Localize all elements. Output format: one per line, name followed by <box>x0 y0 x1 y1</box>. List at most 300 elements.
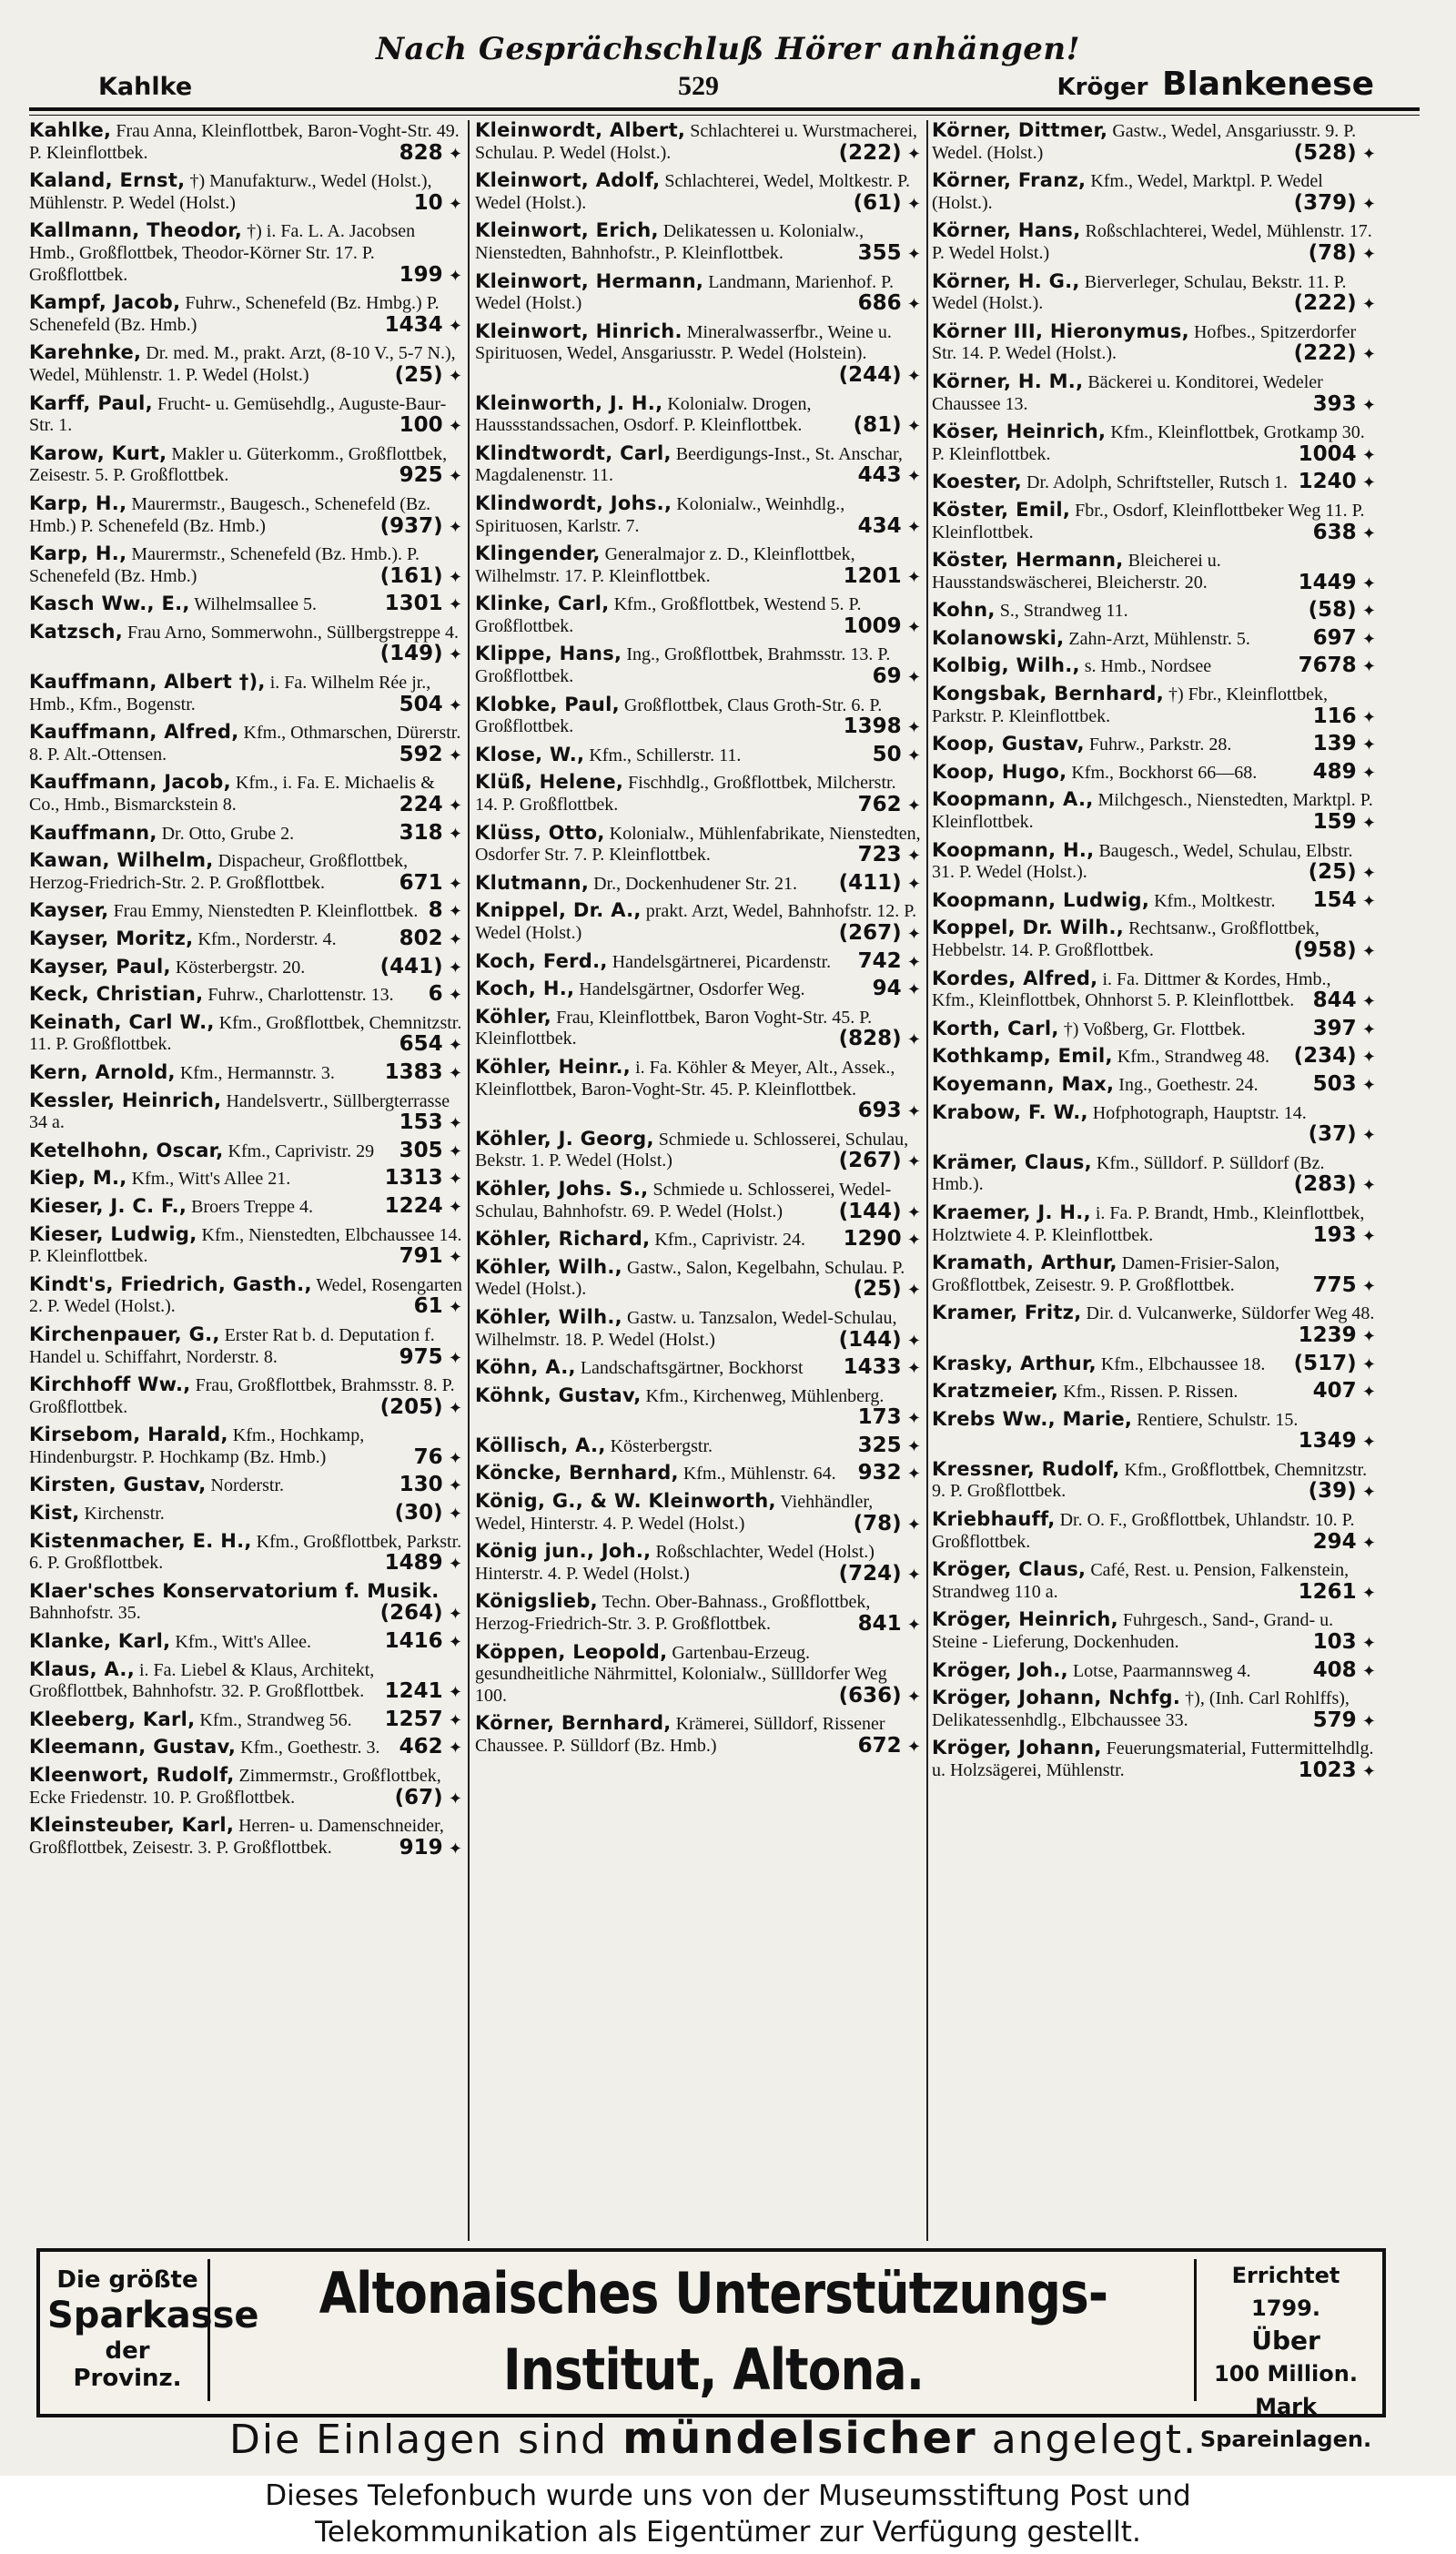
entry-name: Kayser, <box>29 899 109 922</box>
entry-name: Köster, Emil, <box>932 498 1071 521</box>
directory-entry <box>475 823 921 867</box>
entry-name: Kramath, Arthur, <box>932 1252 1117 1274</box>
entry-name: König, G., & W. Kleinworth, <box>475 1490 776 1513</box>
entry-name: Kayser, Paul, <box>29 955 171 978</box>
directory-entry <box>932 170 1376 215</box>
entry-phone-number: 1398 ✦ <box>836 716 921 739</box>
directory-entry <box>29 850 462 895</box>
ad-institution-name: Altonaisches Unterstützungs-Institut, Altona. <box>318 2260 1108 2403</box>
entry-phone-number: 489 ✦ <box>1306 762 1376 785</box>
entry-phone-number: 7678 ✦ <box>1291 655 1376 678</box>
entry-name: Kressner, Rudolf, <box>932 1457 1120 1480</box>
entry-name: Koch, Ferd., <box>475 949 608 972</box>
entry-phone-number: 397 ✦ <box>1306 1019 1376 1041</box>
entry-phone-number: (267) ✦ <box>832 923 921 946</box>
entry-name: Kauffmann, <box>29 821 157 844</box>
entry-name: Köhler, Heinr., <box>475 1055 632 1078</box>
entry-details: Kfm., Kirchenweg, Mühlenberg. <box>645 1385 885 1406</box>
entry-name: Keinath, Carl W., <box>29 1010 215 1033</box>
entry-name: Kleinsteuber, Karl, <box>29 1814 235 1837</box>
entry-phone-number: 1301 ✦ <box>378 593 462 616</box>
directory-entry <box>475 978 921 1001</box>
entry-name: Kayser, Moritz, <box>29 927 194 949</box>
directory-entry <box>29 120 462 165</box>
entry-details: Kfm., Mühlenstr. 64. <box>682 1464 836 1485</box>
entry-phone-number: 294 ✦ <box>1306 1532 1376 1555</box>
entry-phone-number: (222) ✦ <box>832 143 921 166</box>
directory-entry <box>932 1046 1376 1069</box>
directory-entry <box>932 1102 1376 1147</box>
entry-phone-number: 8 ✦ <box>421 900 462 923</box>
entry-name: Kleeberg, Karl, <box>29 1708 196 1730</box>
entry-phone-number: 1004 ✦ <box>1291 444 1376 467</box>
directory-entry <box>475 543 921 588</box>
entry-details: Damen-Frisier-Salon, Großflottbek, Zeisestr. 9. P. Großflottbek. <box>932 1253 1280 1295</box>
entry-details: Schlachterei, Wedel, Moltkestr. P. Wedel (Holst.). <box>475 171 910 213</box>
entry-details: Herren- u. Damenschneider, Großflottbek, Zeisestr. 3. P. Großflottbek. <box>29 1816 444 1858</box>
entry-details: Kfm., Großflottbek, Chemnitzstr. 11. P. Großflottbek. <box>29 1012 462 1055</box>
entry-name: Körner, H. G., <box>932 269 1080 292</box>
entry-phone-number: 671 ✦ <box>392 873 462 896</box>
header-rule-thin <box>29 115 1420 116</box>
entry-phone-number: 393 ✦ <box>1306 394 1376 417</box>
entry-phone-number: 407 ✦ <box>1306 1381 1376 1404</box>
entry-phone-number: 94 ✦ <box>865 978 921 1001</box>
entry-details: Ing., Großflottbek, Brahmsstr. 13. P. Großflottbek. <box>475 644 891 687</box>
directory-entry <box>932 1381 1376 1404</box>
entry-details: Kfm., Hochkamp, Hindenburgstr. P. Hochkamp (Bz. Hmb.) <box>29 1425 365 1467</box>
entry-name: Kröger, Joh., <box>932 1658 1068 1681</box>
directory-entry <box>932 1202 1376 1247</box>
entry-details: Rentiere, Schulstr. 15. <box>1137 1409 1299 1430</box>
entry-name: Karow, Kurt, <box>29 441 167 464</box>
entry-name: Koopmann, A., <box>932 788 1094 811</box>
entry-name: Köser, Heinrich, <box>932 421 1107 443</box>
ad-slogan <box>213 2408 1214 2470</box>
directory-entry <box>29 220 462 287</box>
entry-details: Dr. med. M., prakt. Arzt, (8-10 V., 5-7 N.), Wedel, Mühlenstr. 1. P. Wedel (Holst.) <box>29 343 456 385</box>
entry-details: Handelsgärtner, Osdorfer Weg. <box>579 979 805 1000</box>
directory-entry <box>475 1642 921 1708</box>
ad-left-line: Die größte <box>56 2266 198 2294</box>
entry-name: Karp, H., <box>29 542 127 565</box>
directory-entry <box>475 1057 921 1123</box>
entry-name: Köster, Hermann, <box>932 549 1124 572</box>
directory-column-2 <box>475 120 921 2241</box>
directory-entry <box>475 443 921 488</box>
entry-phone-number: (267) ✦ <box>832 1150 921 1173</box>
entry-name: Kist, <box>29 1502 80 1525</box>
directory-entry <box>932 840 1376 885</box>
entry-name: Kiep, M., <box>29 1167 127 1190</box>
ad-slogan-part: angelegt. <box>991 2417 1198 2463</box>
entry-details: Kösterbergstr. 20. <box>175 957 306 978</box>
entry-phone-number: 325 ✦ <box>851 1435 921 1458</box>
entry-phone-number: (528) ✦ <box>1287 143 1376 166</box>
entry-phone-number: (37) ✦ <box>1301 1124 1376 1147</box>
header-rule <box>29 107 1420 111</box>
entry-details: Frau, Großflottbek, Brahmsstr. 8. P. Großflottbek. <box>29 1375 455 1417</box>
entry-details: Kfm., Schillerstr. 11. <box>589 745 742 765</box>
entry-phone-number: 504 ✦ <box>392 694 462 717</box>
directory-entry <box>475 1463 921 1485</box>
entry-name: Knippel, Dr. A., <box>475 899 642 922</box>
directory-entry <box>932 1459 1376 1504</box>
directory-entry <box>475 1385 921 1430</box>
entry-phone-number: 697 ✦ <box>1306 628 1376 651</box>
entry-phone-number: 592 ✦ <box>392 745 462 767</box>
entry-details: Dr. O. F., Großflottbek, Uhlandstr. 10. P. Großflottbek. <box>932 1510 1355 1552</box>
directory-entry <box>475 493 921 538</box>
entry-details: Kfm., Goethestr. 3. <box>240 1738 380 1758</box>
entry-phone-number: (39) ✦ <box>1301 1481 1376 1504</box>
directory-entry <box>29 1059 462 1085</box>
directory-entry <box>29 170 462 215</box>
entry-phone-number: 130 ✦ <box>392 1475 462 1497</box>
entry-details: Kfm., Hermannstr. 3. <box>179 1062 335 1083</box>
directory-entry <box>29 984 462 1007</box>
directory-entry <box>29 1581 462 1626</box>
entry-details: †), (Inh. Carl Rohlffs), Delikatessenhdlg., Elbchaussee 33. <box>932 1688 1350 1730</box>
entry-name: Kröger, Heinrich, <box>932 1608 1118 1631</box>
directory-entry <box>932 789 1376 834</box>
directory-entry <box>29 622 462 666</box>
directory-entry <box>932 887 1376 913</box>
entry-details: Maurermstr., Baugesch., Schenefeld (Bz. Hmb.) P. Schenefeld (Bz. Hmb.) <box>29 493 431 536</box>
entry-name: Körner, H. M., <box>932 370 1084 392</box>
entry-details: Kfm., Großflottbek, Parkstr. 6. P. Großflottbek. <box>29 1531 462 1574</box>
entry-details: Kolonialw., Weinhdlg., Spirituosen, Karlstr. 7. <box>475 493 845 536</box>
directory-entry <box>29 1012 462 1057</box>
directory-entry <box>475 1007 921 1051</box>
entry-details: Viehhändler, Wedel, Hinterstr. 4. P. Wedel (Holst.) <box>475 1492 874 1534</box>
entry-details: Café, Rest. u. Pension, Falkenstein, Strandweg 110 a. <box>932 1560 1350 1602</box>
directory-entry <box>932 600 1376 623</box>
entry-name: Kleenwort, Rudolf, <box>29 1764 235 1786</box>
entry-details: Kfm., Othmarschen, Dürerstr. 8. P. Alt.-Ottensen. <box>29 723 461 765</box>
entry-details: Kfm., Strandweg 48. <box>1117 1047 1269 1068</box>
entry-details: Baugesch., Wedel, Schulau, Elbstr. 31. P. Wedel (Holst.). <box>932 840 1353 883</box>
entry-name: Klinke, Carl, <box>475 593 610 615</box>
first-entry-keyword: Kahlke <box>98 73 193 101</box>
entry-phone-number: 61 ✦ <box>407 1296 462 1319</box>
directory-entry <box>29 1424 462 1469</box>
entry-phone-number: 925 ✦ <box>392 465 462 488</box>
directory-entry <box>475 1541 921 1586</box>
directory-entry <box>29 393 462 438</box>
entry-phone-number: 828 ✦ <box>392 143 462 166</box>
directory-entry <box>932 421 1376 466</box>
directory-entry <box>475 1713 921 1758</box>
ad-right-line: Spareinlagen. <box>1199 2427 1372 2452</box>
directory-entry <box>932 655 1376 678</box>
directory-entry <box>475 271 921 316</box>
entry-name: Koppel, Dr. Wilh., <box>932 917 1125 939</box>
entry-phone-number: (283) ✦ <box>1287 1174 1376 1197</box>
directory-entry <box>29 493 462 538</box>
entry-phone-number: 1489 ✦ <box>378 1553 462 1576</box>
entry-phone-number: 1383 ✦ <box>378 1062 462 1085</box>
entry-details: Schlachterei u. Wurstmacherei, Schulau. P. Wedel (Holst.). <box>475 121 918 163</box>
ad-left-line: Sparkasse <box>47 2295 259 2336</box>
directory-entry <box>29 1274 462 1319</box>
directory-column-1 <box>29 120 462 2241</box>
directory-entry <box>932 1252 1376 1297</box>
entry-phone-number: 932 ✦ <box>851 1463 921 1485</box>
entry-phone-number: 802 ✦ <box>392 928 462 951</box>
entry-details: Gartenbau-Erzeug. gesundheitliche Nährmittel, Kolonialw., Süllldorfer Weg 100. <box>475 1642 887 1706</box>
entry-name: Krämer, Claus, <box>932 1150 1092 1173</box>
directory-entry <box>29 1659 462 1704</box>
entry-name: Klutmann, <box>475 871 590 894</box>
entry-name: Klüß, Helene, <box>475 771 624 794</box>
entry-phone-number: 1261 ✦ <box>1291 1582 1376 1605</box>
entry-phone-number: 844 ✦ <box>1306 990 1376 1013</box>
entry-name: Kindt's, Friedrich, Gasth., <box>29 1272 312 1295</box>
entry-phone-number: 975 ✦ <box>392 1347 462 1370</box>
entry-name: Kirchhoff Ww., <box>29 1373 191 1396</box>
attribution-line: Telekommunikation als Eigentümer zur Verfügung gestellt. <box>315 2516 1141 2549</box>
entry-details: i. Fa. P. Brandt, Hmb., Kleinflottbek, Holztwiete 4. P. Kleinflottbek. <box>932 1202 1365 1245</box>
entry-phone-number: (379) ✦ <box>1287 193 1376 216</box>
entry-details: Beerdigungs-Inst., St. Anschar, Magdalenenstr. 11. <box>475 443 903 486</box>
directory-entry <box>29 772 462 816</box>
entry-phone-number: 434 ✦ <box>851 516 921 539</box>
entry-name: Karehnke, <box>29 341 142 364</box>
entry-details: Fuhrw., Parkstr. 28. <box>1088 735 1232 755</box>
directory-entry <box>475 1435 921 1458</box>
entry-name: Kleinwort, Erich, <box>475 219 659 242</box>
directory-entry <box>932 1016 1376 1041</box>
entry-details: Gastw. u. Tanzsalon, Wedel-Schulau, Wilhelmstr. 18. P. Wedel (Holst.) <box>475 1307 897 1350</box>
entry-name: Katzsch, <box>29 620 123 643</box>
entry-name: Klanke, Karl, <box>29 1630 171 1653</box>
entry-details: Rechtsanw., Großflottbek, Hebbelstr. 14. P. Großflottbek. <box>932 918 1320 960</box>
entry-name: Krabow, F. W., <box>932 1100 1088 1123</box>
directory-entry <box>29 1503 462 1525</box>
entry-details: i. Fa. Wilhelm Rée jr., Hmb., Kfm., Bogenstr. <box>29 673 431 715</box>
entry-details: Kfm., Großflottbek, Westend 5. P. Großflottbek. <box>475 594 862 636</box>
entry-details: Ing., Goethestr. 24. <box>1118 1074 1259 1095</box>
directory-entry <box>932 1559 1376 1604</box>
entry-name: Kongsbak, Bernhard, <box>932 683 1165 705</box>
entry-name: Kolanowski, <box>932 626 1065 649</box>
entry-details: Bleicherei u. Hausstandswäscherei, Bleicherstr. 20. <box>932 551 1221 593</box>
entry-details: i. Fa. Köhler & Meyer, Alt., Assek., Kleinflottbek, Baron-Voght-Str. 45. P. Kleinflottbek. <box>475 1057 895 1100</box>
entry-phone-number: (411) ✦ <box>832 873 921 896</box>
entry-name: Kampf, Jacob, <box>29 291 181 314</box>
entry-details: Techn. Ober-Bahnass., Großflottbek, Herzog-Friedrich-Str. 3. P. Großflottbek. <box>475 1592 871 1635</box>
directory-entry <box>475 321 921 388</box>
entry-name: Körner, Franz, <box>932 169 1087 192</box>
entry-name: Klindtwordt, Carl, <box>475 441 672 464</box>
entry-details: Wilhelmsallee 5. <box>194 594 317 615</box>
ad-right-line: 100 Million. Mark <box>1214 2361 1358 2419</box>
ad-left-panel <box>47 2259 259 2401</box>
entry-name: Keck, Christian, <box>29 983 204 1006</box>
entry-phone-number: 1290 ✦ <box>836 1229 921 1252</box>
entry-name: Kleinwort, Hinrich. <box>475 319 682 342</box>
entry-phone-number: 1224 ✦ <box>378 1196 462 1219</box>
entry-name: Koop, Gustav, <box>932 733 1085 755</box>
attribution-line: Dieses Telefonbuch wurde uns von der Museumsstiftung Post und <box>265 2479 1191 2512</box>
entry-details: Hofbes., Spitzerdorfer Str. 14. P. Wedel (Holst.). <box>932 321 1357 364</box>
entry-name: Klose, W., <box>475 743 585 765</box>
entry-details: Bierverleger, Schulau, Bekstr. 11. P. Wedel (Holst.). <box>932 271 1347 314</box>
entry-phone-number: 318 ✦ <box>392 823 462 846</box>
entry-phone-number: 775 ✦ <box>1306 1275 1376 1298</box>
entry-name: Karff, Paul, <box>29 391 153 414</box>
entry-phone-number: 408 ✦ <box>1306 1660 1376 1683</box>
entry-name: Köppen, Leopold, <box>475 1640 668 1663</box>
directory-entry <box>932 120 1376 165</box>
entry-phone-number: 791 ✦ <box>392 1246 462 1269</box>
entry-phone-number: (25) ✦ <box>1301 862 1376 885</box>
entry-details: Schmiede u. Schlosserei, Wedel-Schulau, Bahnhofstr. 69. P. Wedel (Holst.) <box>475 1179 892 1221</box>
entry-name: Klindwordt, Johs., <box>475 492 672 514</box>
directory-entry <box>29 342 462 387</box>
directory-entry <box>932 917 1376 962</box>
directory-entry <box>29 1475 462 1497</box>
entry-phone-number: 693 ✦ <box>851 1100 921 1123</box>
entry-details: Erster Rat b. d. Deputation f. Handel u. Schiffahrt, Norderstr. 8. <box>29 1324 435 1367</box>
directory-entry <box>932 1071 1376 1097</box>
entry-name: Königslieb, <box>475 1590 598 1613</box>
entry-name: Koch, H., <box>475 978 575 1000</box>
entry-name: Krasky, Arthur, <box>932 1352 1097 1374</box>
entry-phone-number: (30) ✦ <box>388 1503 462 1525</box>
entry-phone-number: 1241 ✦ <box>378 1681 462 1704</box>
entry-details: Zahn-Arzt, Mühlenstr. 5. <box>1068 628 1250 649</box>
entry-name: Kleemann, Gustav, <box>29 1736 237 1758</box>
entry-phone-number: 1239 ✦ <box>1291 1325 1376 1348</box>
directory-entry <box>29 722 462 766</box>
directory-entry <box>29 292 462 337</box>
entry-details: Kösterbergstr. <box>610 1435 713 1456</box>
entry-name: König jun., Joh., <box>475 1540 652 1563</box>
entry-phone-number: 742 ✦ <box>851 951 921 974</box>
entry-name: Kaland, Ernst, <box>29 169 186 192</box>
entry-phone-number: 224 ✦ <box>392 795 462 817</box>
directory-entry <box>475 1179 921 1223</box>
entry-phone-number: (144) ✦ <box>832 1201 921 1224</box>
entry-name: Kolbig, Wilh., <box>932 654 1080 677</box>
entry-phone-number: 1023 ✦ <box>1291 1760 1376 1783</box>
entry-details: Generalmajor z. D., Kleinflottbek, Wilhelmstr. 17. P. Kleinflottbek. <box>475 544 855 586</box>
entry-details: Roßschlachterei, Wedel, Mühlenstr. 17. P. Wedel Holst.) <box>932 221 1372 263</box>
entry-name: Kraemer, J. H., <box>932 1201 1091 1223</box>
directory-entry <box>475 170 921 215</box>
ad-right-panel <box>1194 2259 1375 2452</box>
entry-details: Fbr., Osdorf, Kleinflottbeker Weg 11. P. Kleinflottbek. <box>932 500 1365 542</box>
entry-phone-number: (958) ✦ <box>1287 940 1376 963</box>
entry-phone-number: 50 ✦ <box>865 745 921 767</box>
entry-name: Kleinwordt, Albert, <box>475 120 686 141</box>
directory-entry <box>475 1307 921 1352</box>
directory-entry <box>932 734 1376 756</box>
entry-details: Fischhdlg., Großflottbek, Milcherstr. 14. P. Großflottbek. <box>475 773 896 816</box>
directory-entry <box>29 1090 462 1135</box>
entry-details: Frau, Kleinflottbek, Baron Voght-Str. 45. P. Kleinflottbek. <box>475 1007 873 1049</box>
entry-name: Kratzmeier, <box>932 1380 1059 1403</box>
directory-entry <box>29 1815 462 1860</box>
entry-name: Kistenmacher, E. H., <box>29 1529 252 1552</box>
entry-phone-number: 686 ✦ <box>851 293 921 316</box>
entry-name: Kriebhauff, <box>932 1508 1056 1531</box>
entry-phone-number: 672 ✦ <box>851 1736 921 1758</box>
entry-details: †) i. Fa. L. A. Jacobsen Hmb., Großflottbek, Theodor-Körner Str. 17. P. Großflottbek. <box>29 221 416 285</box>
entry-phone-number: 103 ✦ <box>1306 1632 1376 1655</box>
directory-entry <box>475 1257 921 1302</box>
entry-details: Delikatessen u. Kolonialw., Nienstedten, Bahnhofstr., P. Kleinflottbek. <box>475 221 864 263</box>
ad-right-line: Errichtet 1799. <box>1231 2263 1340 2321</box>
page-number: 529 <box>678 71 719 101</box>
entry-details: Krämerei, Sülldorf, Rissener Chaussee. P. Sülldorf (Bz. Hmb.) <box>475 1714 885 1756</box>
directory-entry <box>29 1224 462 1269</box>
entry-details: Kfm., Norderstr. 4. <box>197 929 337 949</box>
entry-name: Kauffmann, Albert †), <box>29 671 266 694</box>
entry-name: Köhler, Richard, <box>475 1228 651 1251</box>
entry-details: Handelsgärtnerei, Picardenstr. <box>612 951 832 972</box>
entry-phone-number: 762 ✦ <box>851 795 921 817</box>
directory-entry <box>29 1140 462 1163</box>
entry-details: Frau Arno, Sommerwohn., Süllbergstreppe 4. <box>126 622 460 643</box>
locality-name: Blankenese <box>1162 66 1374 103</box>
directory-entry <box>932 759 1376 785</box>
entry-phone-number: (222) ✦ <box>1287 343 1376 366</box>
entry-phone-number: (149) ✦ <box>373 644 462 666</box>
entry-phone-number: (264) ✦ <box>373 1603 462 1626</box>
entry-details: Gastw., Salon, Kegelbahn, Schulau. P. Wedel (Holst.). <box>475 1257 905 1300</box>
directory-entry <box>932 1738 1376 1782</box>
entry-details: Kfm., Rissen. P. Rissen. <box>1063 1382 1239 1403</box>
entry-details: S., Strandweg 11. <box>999 601 1128 622</box>
entry-phone-number: (78) ✦ <box>1301 243 1376 266</box>
entry-phone-number: (724) ✦ <box>832 1564 921 1586</box>
entry-phone-number: 638 ✦ <box>1306 522 1376 545</box>
entry-details: Kirchenstr. <box>84 1504 165 1525</box>
directory-entry <box>932 625 1376 651</box>
entry-details: Mineralwasserfbr., Weine u. Spirituosen, Wedel, Ansgariusstr. P. Wedel (Holstein). <box>475 321 892 364</box>
entry-name: Klaer'sches Konservatorium f. Musik. <box>29 1579 440 1602</box>
entry-phone-number: (61) ✦ <box>846 193 921 216</box>
entry-phone-number: 1433 ✦ <box>836 1357 921 1380</box>
directory-entry <box>932 371 1376 416</box>
entry-details: Kfm., Großflottbek, Chemnitzstr. 9. P. Großflottbek. <box>932 1459 1368 1502</box>
directory-entry <box>29 443 462 488</box>
directory-entry <box>29 593 462 616</box>
entry-details: †) Manufakturw., Wedel (Holst.), Mühlenstr. P. Wedel (Holst.) <box>29 171 432 213</box>
entry-phone-number: 841 ✦ <box>851 1614 921 1637</box>
entry-details: Makler u. Güterkomm., Großflottbek, Zeisestr. 5. P. Großflottbek. <box>29 443 448 486</box>
entry-name: Köncke, Bernhard, <box>475 1462 679 1485</box>
directory-entry <box>29 900 462 923</box>
directory-entry <box>475 1229 921 1252</box>
directory-entry <box>475 900 921 945</box>
entry-name: Kirchenpauer, G., <box>29 1323 220 1345</box>
entry-phone-number: 1416 ✦ <box>378 1631 462 1654</box>
directory-entry <box>29 543 462 588</box>
entry-phone-number: (161) ✦ <box>373 566 462 589</box>
directory-entry <box>932 1687 1376 1732</box>
entry-name: Köhler, Wilh., <box>475 1255 622 1278</box>
entry-name: Kasch Ww., E., <box>29 593 190 615</box>
entry-details: Kfm., Bockhorst 66—68. <box>1071 762 1258 783</box>
directory-entry <box>29 1709 462 1732</box>
entry-phone-number: (25) ✦ <box>846 1279 921 1302</box>
entry-name: Kohn, <box>932 599 996 622</box>
directory-column-3 <box>932 120 1376 2241</box>
